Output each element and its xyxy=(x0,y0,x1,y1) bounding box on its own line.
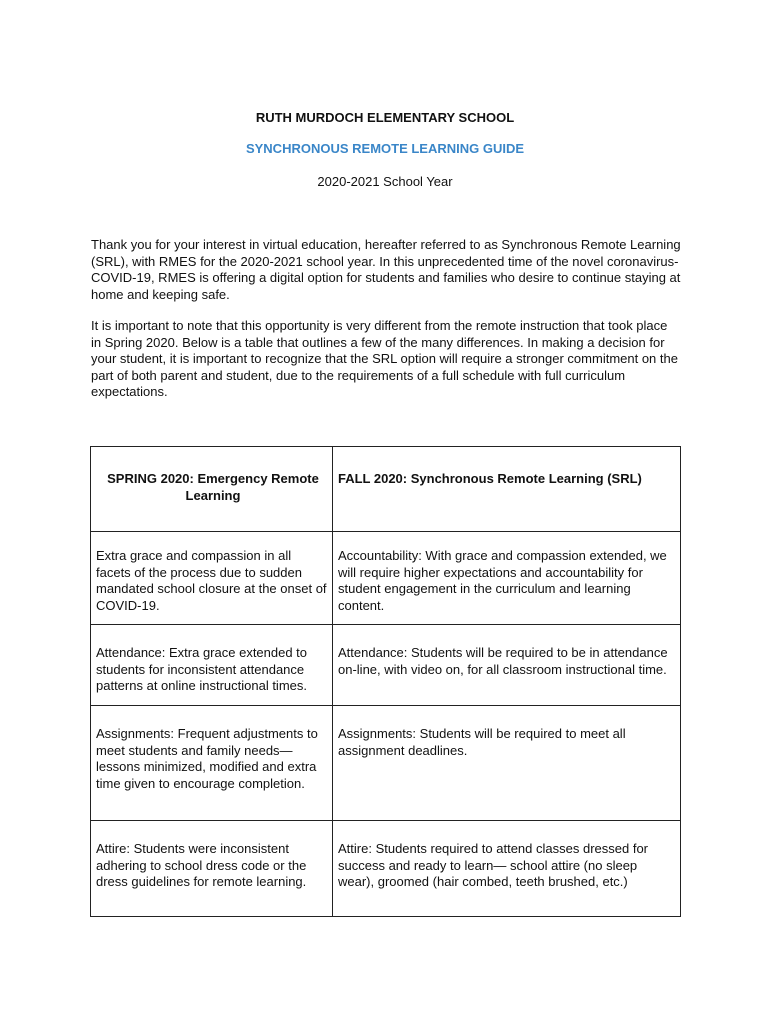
spring-column-header: SPRING 2020: Emergency Remote Learning xyxy=(91,447,333,532)
table-row xyxy=(91,625,681,706)
intro-paragraph: Thank you for your interest in virtual education, hereafter referred to as Synchronous Remote Learning (SRL), with RMES for the 2020-2021 school year. In this unprecedented time of the novel coronavirus-COVID-19, RMES is offering a digital option for students and families who desire to continue staying at home and keeping safe. xyxy=(91,237,681,302)
guide-title: SYNCHRONOUS REMOTE LEARNING GUIDE xyxy=(245,141,525,156)
differences-paragraph: It is important to note that this opportunity is very different from the remote instruction that took place in Spring 2020. Below is a table that outlines a few of the many differences. In making a decision for your student, it is important to recognize that the SRL option will require a stronger commitment on the part of both parent and student, due to the requirements of a full schedule with full curriculum expectations. xyxy=(91,318,678,399)
fall-cell-attendance: Attendance: Students will be required to be in attendance on-line, with video on, for all classroom instructional time. xyxy=(333,625,681,706)
table-header-row xyxy=(91,447,681,532)
comparison-table xyxy=(90,446,681,917)
spring-cell-attire: Attire: Students were inconsistent adhering to school dress code or the dress guidelines for remote learning. xyxy=(91,821,333,917)
school-year: 2020-2021 School Year xyxy=(317,174,453,189)
fall-cell-attire: Attire: Students required to attend classes dressed for success and ready to learn— school attire (no sleep wear), groomed (hair combed, teeth brushed, etc.) xyxy=(333,821,681,917)
table-row xyxy=(91,821,681,917)
table-row xyxy=(91,706,681,821)
fall-cell-accountability: Accountability: With grace and compassion extended, we will require higher expectations and accountability for student engagement in the curriculum and learning content. xyxy=(333,532,681,625)
school-name: RUTH MURDOCH ELEMENTARY SCHOOL xyxy=(255,110,515,125)
fall-cell-assignments: Assignments: Students will be required to meet all assignment deadlines. xyxy=(333,706,681,821)
spring-cell-assignments: Assignments: Frequent adjustments to meet students and family needs—lessons minimized, modified and extra time given to encourage completion. xyxy=(91,706,333,821)
spring-cell-attendance: Attendance: Extra grace extended to students for inconsistent attendance patterns at online instructional times. xyxy=(91,625,333,706)
table-row xyxy=(91,532,681,625)
spring-cell-grace: Extra grace and compassion in all facets of the process due to sudden mandated school closure at the onset of COVID-19. xyxy=(91,532,333,625)
fall-column-header: FALL 2020: Synchronous Remote Learning (SRL) xyxy=(333,447,681,532)
